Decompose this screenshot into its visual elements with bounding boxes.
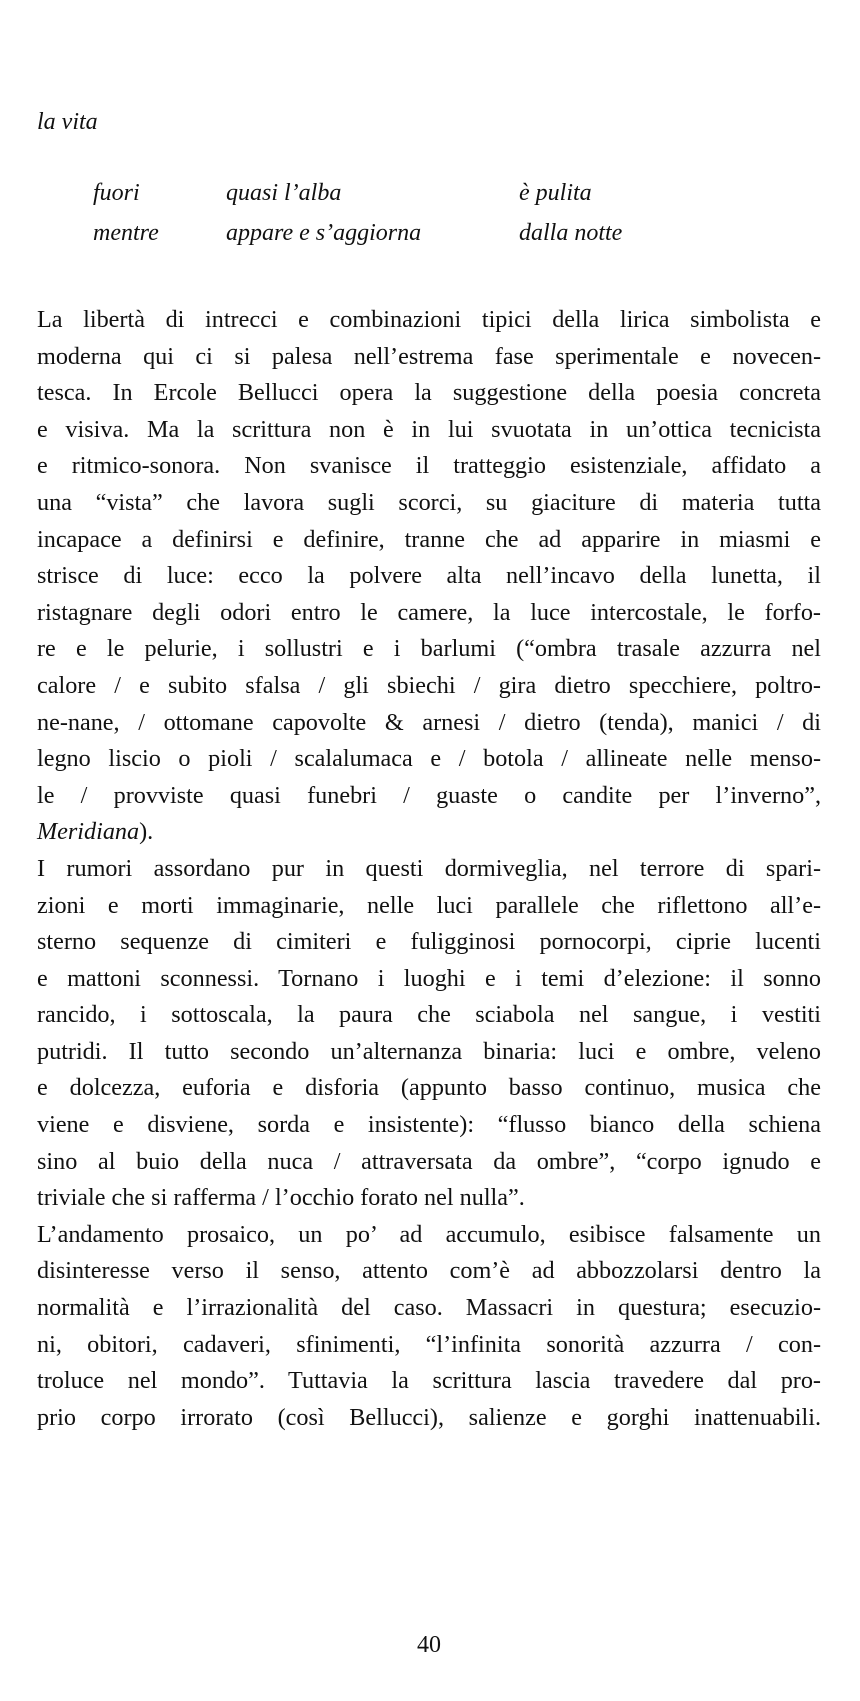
page-number: 40 (417, 1632, 441, 1658)
text-line: ni, obitori, cadaveri, sfinimenti, “l’infinita sonorità azzurra / con- (37, 1330, 821, 1358)
text-line: zioni e morti immaginarie, nelle luci parallele che riflettono all’e- (37, 891, 821, 919)
verse-table (37, 180, 821, 260)
verse-cell: dalla notte (519, 220, 623, 246)
verse-cell: quasi l’alba (226, 180, 342, 206)
text-line: ristagnare degli odori entro le camere, la luce intercostale, le forfo- (37, 598, 821, 626)
verse-cell: è pulita (519, 180, 592, 206)
text-line: disinteresse verso il senso, attento com’è ad abbozzolarsi dentro la (37, 1257, 821, 1285)
text-line: sino al buio della nuca / attraversata da ombre”, “corpo ignudo e (37, 1147, 821, 1175)
book-page (37, 0, 821, 1701)
text-line (37, 814, 821, 851)
text-line: I rumori assordano pur in questi dormiveglia, nel terrore di spari- (37, 854, 821, 882)
text-line: La libertà di intrecci e combinazioni tipici della lirica simbolista e (37, 306, 821, 333)
text-line: strisce di luce: ecco la polvere alta nell’incavo della lunetta, il (37, 562, 821, 590)
text-line: sterno sequenze di cimiteri e fuligginosi pornocorpi, ciprie lucenti (37, 928, 821, 956)
text-line: e visiva. Ma la scrittura non è in lui svuotata in un’ottica tecnicista (37, 415, 821, 443)
text-line: normalità e l’irrazionalità del caso. Massacri in questura; esecuzio- (37, 1294, 821, 1322)
verse-row (37, 220, 821, 260)
text-line: troluce nel mondo”. Tuttavia la scrittura lascia travedere dal pro- (37, 1367, 821, 1395)
text-line: incapace a definirsi e definire, tranne che ad apparire in miasmi e (37, 525, 821, 553)
text-line: putridi. Il tutto secondo un’alternanza binaria: luci e ombre, veleno (37, 1037, 821, 1065)
text-line: rancido, i sottoscala, la paura che sciabola nel sangue, i vestiti (37, 1001, 821, 1029)
verse-fragment-top: la vita (37, 109, 98, 135)
text-line: una “vista” che lavora sugli scorci, su giaciture di materia tutta (37, 488, 821, 516)
text-line: re e le pelurie, i sollustri e i barlumi (“ombra trasale azzurra nel (37, 635, 821, 663)
text-line: legno liscio o pioli / scalalumaca e / botola / allineate nelle menso- (37, 745, 821, 773)
text-line: triviale che si rafferma / l’occhio forato nel nulla”. (37, 1184, 525, 1212)
verse-cell: mentre (93, 220, 159, 246)
text-line: prio corpo irrorato (così Bellucci), salienze e gorghi inattenuabili. (37, 1403, 821, 1431)
text-line: L’andamento prosaico, un po’ ad accumulo, esibisce falsamente un (37, 1220, 821, 1248)
text-line: e dolcezza, euforia e disforia (appunto basso continuo, musica che (37, 1074, 821, 1102)
text-line: tesca. In Ercole Bellucci opera la suggestione della poesia concreta (37, 379, 821, 407)
text-line: e ritmico-sonora. Non svanisce il tratteggio esistenziale, affidato a (37, 452, 821, 480)
text-line: le / provviste quasi funebri / guaste o candite per l’inverno”, (37, 781, 821, 809)
text-line: calore / e subito sfalsa / gli sbiechi / gira dietro specchiere, poltro- (37, 671, 821, 699)
work-title: Meridiana (37, 818, 140, 846)
text-line: ne-nane, / ottomane capovolte & arnesi / dietro (tenda), manici / di (37, 708, 821, 736)
text-fragment: ). (139, 818, 154, 846)
text-line: e mattoni sconnessi. Tornano i luoghi e i temi d’elezione: il sonno (37, 964, 821, 992)
text-line: viene e disviene, sorda e insistente): “flusso bianco della schiena (37, 1111, 821, 1139)
body-text (37, 302, 821, 1436)
verse-cell: fuori (93, 180, 140, 206)
verse-cell: appare e s’aggiorna (226, 220, 422, 246)
verse-row (37, 180, 821, 220)
text-line: moderna qui ci si palesa nell’estrema fase sperimentale e novecen- (37, 342, 821, 370)
